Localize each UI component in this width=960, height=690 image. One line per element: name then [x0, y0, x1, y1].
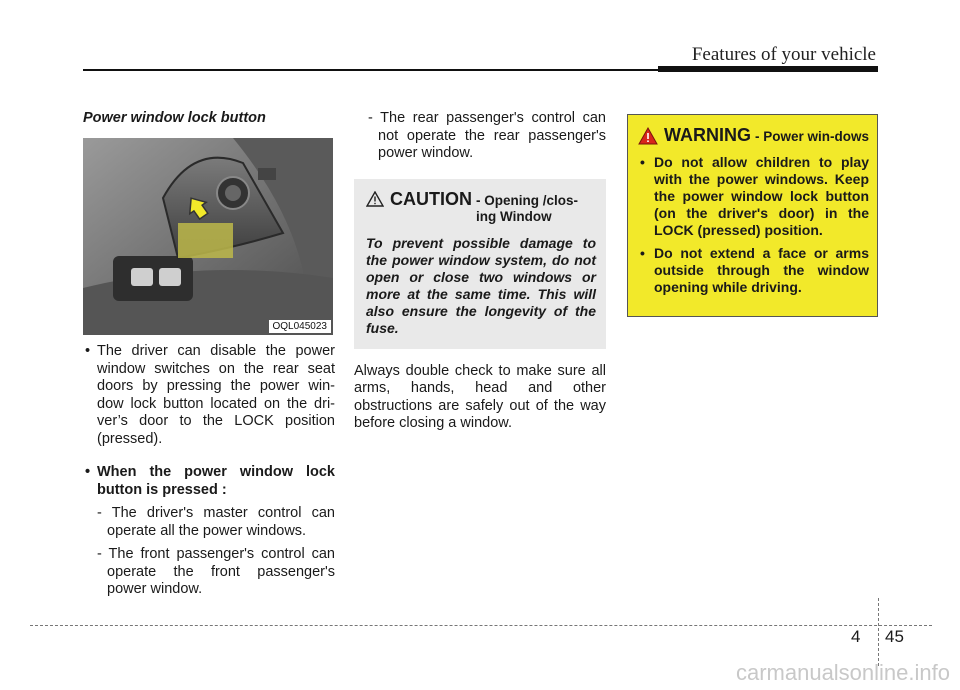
caution-triangle-icon — [366, 191, 384, 207]
footer-divider — [878, 598, 879, 666]
door-switch-photo — [83, 138, 333, 335]
footer-rule — [30, 625, 932, 626]
right-column — [627, 114, 878, 317]
section-title: Power window lock button — [83, 110, 266, 126]
warning-subtitle: - Power win-dows — [755, 129, 870, 144]
caution-title: CAUTION — [390, 188, 472, 209]
sub-rear-passenger: - The rear passenger's control can not operate the rear passenger's power window. — [368, 110, 606, 161]
sub-front-passenger: - The front passenger's control can operate the front passenger's power window. — [97, 546, 335, 597]
warning-list — [638, 154, 869, 296]
header-rule-accent — [658, 66, 878, 72]
door-panel-illustration — [83, 138, 333, 335]
warning-header — [638, 125, 869, 146]
warning-title: WARNING — [664, 125, 751, 145]
warning-box — [627, 114, 878, 317]
warning-item-face-arms: • Do not extend a face or arms outside through the window opening while driving. — [638, 245, 869, 296]
photo-caption: OQL045023 — [269, 320, 332, 333]
safety-paragraph: Always double check to make sure all arms, hands, head and other obstructions are safely out of the way before closing a window. — [354, 362, 606, 431]
caution-header — [366, 189, 596, 225]
caution-box — [354, 179, 606, 349]
left-column — [83, 110, 335, 599]
bullet-lock-pressed: • When the power window lock button is pressed : — [83, 464, 335, 499]
page-number: 45 — [885, 627, 904, 646]
header-title: Features of your vehicle — [691, 44, 876, 65]
caution-subtitle: - Opening /clos-ing Window — [476, 192, 579, 224]
warning-triangle-icon — [638, 127, 658, 145]
caution-body: To prevent possible damage to the power window system, do not open or close two windows or more at the same time. This will also ensure the longevity of the fuse. — [366, 234, 596, 336]
bullet-driver-disable: • The driver can disable the power window switches on the rear seat doors by pressing the power win-dow lock button located on the dri-ver’s door to the LOCK position (pressed). — [83, 343, 335, 448]
middle-column — [354, 110, 606, 433]
watermark: carmanualsonline.info — [735, 660, 950, 685]
warning-item-children: • Do not allow children to play with the power windows. Keep the power window lock button (on the driver's door) in the LOCK (pressed) position. — [638, 154, 869, 239]
chapter-number: 4 — [851, 627, 861, 646]
sub-driver-master: - The driver's master control can operate all the power windows. — [97, 505, 335, 539]
